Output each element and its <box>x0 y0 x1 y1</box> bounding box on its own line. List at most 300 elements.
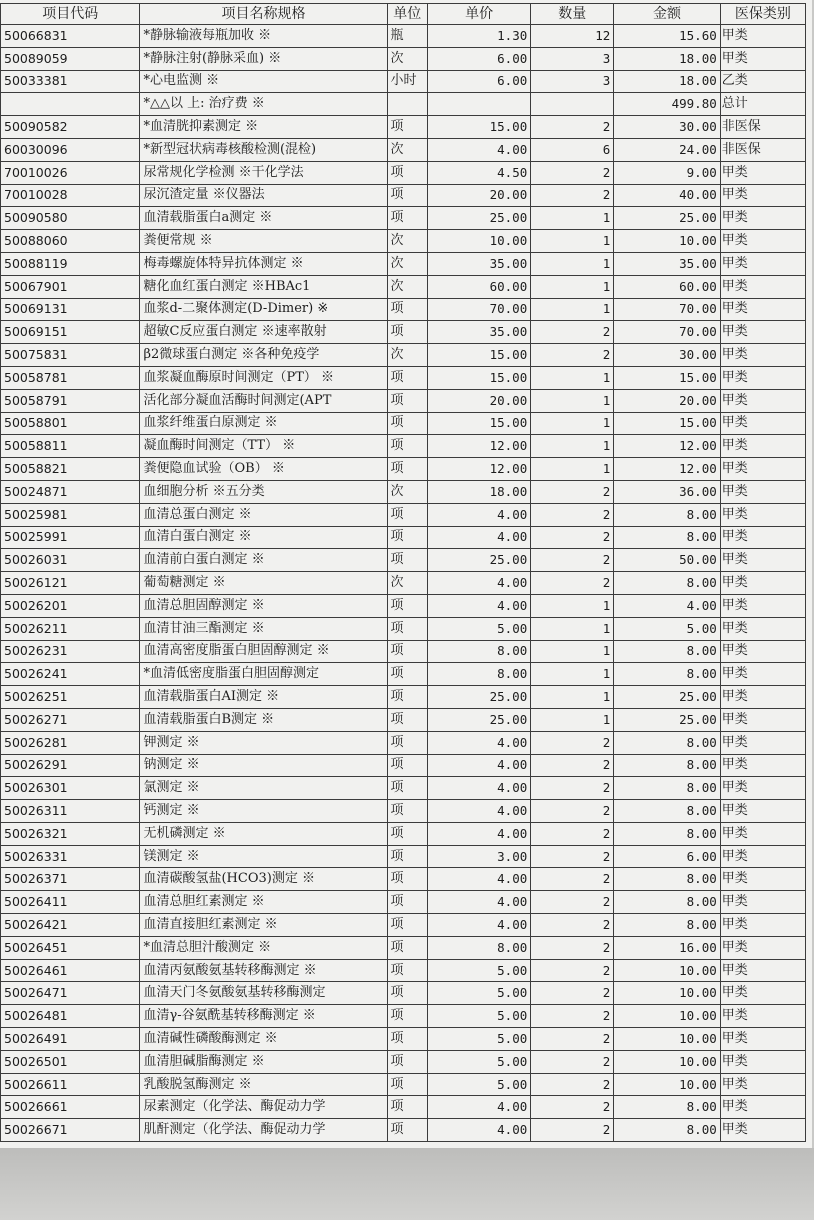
item-name: 钠测定 ※ <box>140 754 387 777</box>
item-price: 5.00 <box>427 1005 530 1028</box>
item-price: 5.00 <box>427 1073 530 1096</box>
header-row <box>1 4 806 25</box>
item-category: 甲类 <box>720 298 805 321</box>
item-name: 血清高密度脂蛋白胆固醇测定 ※ <box>140 640 387 663</box>
item-code: 50026311 <box>1 800 140 823</box>
item-category: 总计 <box>720 93 805 116</box>
item-code: 50026231 <box>1 640 140 663</box>
item-code: 50069151 <box>1 321 140 344</box>
item-category: 甲类 <box>720 617 805 640</box>
item-unit: 项 <box>387 663 427 686</box>
item-quantity: 2 <box>531 1050 614 1073</box>
item-code: 50025991 <box>1 526 140 549</box>
item-category: 甲类 <box>720 47 805 70</box>
item-name: 尿常规化学检测 ※干化学法 <box>140 161 387 184</box>
item-quantity: 1 <box>531 686 614 709</box>
table-row <box>1 207 806 230</box>
item-unit: 项 <box>387 116 427 139</box>
item-price: 10.00 <box>427 230 530 253</box>
item-code: 50058811 <box>1 435 140 458</box>
item-category: 甲类 <box>720 184 805 207</box>
item-price: 20.00 <box>427 389 530 412</box>
item-name: 超敏C反应蛋白测定 ※速率散射 <box>140 321 387 344</box>
item-category: 甲类 <box>720 389 805 412</box>
item-unit: 项 <box>387 549 427 572</box>
header-name: 项目名称规格 <box>140 4 387 25</box>
item-price: 5.00 <box>427 1050 530 1073</box>
item-quantity: 2 <box>531 1028 614 1051</box>
item-amount: 8.00 <box>614 1119 720 1142</box>
item-quantity: 2 <box>531 1119 614 1142</box>
item-price: 15.00 <box>427 344 530 367</box>
item-quantity: 1 <box>531 617 614 640</box>
item-quantity: 2 <box>531 526 614 549</box>
item-category: 甲类 <box>720 480 805 503</box>
item-code: 50026331 <box>1 845 140 868</box>
item-name: 血清总胆红素测定 ※ <box>140 891 387 914</box>
item-amount: 40.00 <box>614 184 720 207</box>
item-amount: 499.80 <box>614 93 720 116</box>
item-quantity: 2 <box>531 344 614 367</box>
item-price: 6.00 <box>427 47 530 70</box>
item-unit: 项 <box>387 435 427 458</box>
item-code: 50026271 <box>1 708 140 731</box>
item-category: 甲类 <box>720 936 805 959</box>
item-unit: 项 <box>387 640 427 663</box>
item-price: 12.00 <box>427 435 530 458</box>
item-code: 50088119 <box>1 252 140 275</box>
item-code: 50066831 <box>1 25 140 48</box>
table-row <box>1 252 806 275</box>
item-unit: 项 <box>387 868 427 891</box>
item-price: 4.00 <box>427 1119 530 1142</box>
item-amount: 18.00 <box>614 70 720 93</box>
item-name: 血清胆碱脂酶测定 ※ <box>140 1050 387 1073</box>
item-amount: 12.00 <box>614 458 720 481</box>
item-name: 血浆d-二聚体测定(D-Dimer) ※ <box>140 298 387 321</box>
item-unit: 项 <box>387 321 427 344</box>
item-price: 4.00 <box>427 754 530 777</box>
table-row <box>1 161 806 184</box>
item-name: 氯测定 ※ <box>140 777 387 800</box>
item-code: 50026421 <box>1 914 140 937</box>
item-code: 50026121 <box>1 572 140 595</box>
item-price: 20.00 <box>427 184 530 207</box>
table-row <box>1 891 806 914</box>
item-unit: 小时 <box>387 70 427 93</box>
item-price: 15.00 <box>427 366 530 389</box>
item-quantity: 1 <box>531 366 614 389</box>
item-name: 钾测定 ※ <box>140 731 387 754</box>
item-quantity: 1 <box>531 458 614 481</box>
item-code: 50026241 <box>1 663 140 686</box>
item-category: 非医保 <box>720 116 805 139</box>
item-amount: 25.00 <box>614 708 720 731</box>
item-price: 5.00 <box>427 1028 530 1051</box>
item-name: 无机磷测定 ※ <box>140 822 387 845</box>
item-code: 50088060 <box>1 230 140 253</box>
table-row <box>1 594 806 617</box>
item-amount: 8.00 <box>614 891 720 914</box>
item-name: *心电监测 ※ <box>140 70 387 93</box>
item-price: 4.00 <box>427 777 530 800</box>
item-quantity: 2 <box>531 914 614 937</box>
item-quantity: 2 <box>531 549 614 572</box>
item-unit: 项 <box>387 731 427 754</box>
item-code <box>1 93 140 116</box>
item-category: 甲类 <box>720 594 805 617</box>
header-category: 医保类别 <box>720 4 805 25</box>
item-category: 甲类 <box>720 25 805 48</box>
item-amount: 10.00 <box>614 982 720 1005</box>
item-quantity: 1 <box>531 230 614 253</box>
table-row <box>1 230 806 253</box>
item-amount: 70.00 <box>614 298 720 321</box>
item-price: 4.00 <box>427 731 530 754</box>
item-code: 60030096 <box>1 138 140 161</box>
item-quantity: 2 <box>531 321 614 344</box>
item-price: 4.00 <box>427 868 530 891</box>
item-price <box>427 93 530 116</box>
table-row <box>1 366 806 389</box>
item-code: 50026451 <box>1 936 140 959</box>
item-name: 血浆纤维蛋白原测定 ※ <box>140 412 387 435</box>
item-name: 血清总胆固醇测定 ※ <box>140 594 387 617</box>
item-category: 甲类 <box>720 1028 805 1051</box>
item-quantity: 2 <box>531 891 614 914</box>
item-amount: 8.00 <box>614 731 720 754</box>
item-category: 甲类 <box>720 412 805 435</box>
item-category: 甲类 <box>720 959 805 982</box>
item-code: 50026411 <box>1 891 140 914</box>
table-row <box>1 800 806 823</box>
item-price: 4.00 <box>427 800 530 823</box>
item-quantity: 1 <box>531 412 614 435</box>
item-quantity: 1 <box>531 275 614 298</box>
item-category: 甲类 <box>720 207 805 230</box>
table-row <box>1 936 806 959</box>
table-row <box>1 458 806 481</box>
table-row <box>1 708 806 731</box>
table-row <box>1 663 806 686</box>
item-category: 甲类 <box>720 458 805 481</box>
item-unit: 次 <box>387 47 427 70</box>
item-category: 甲类 <box>720 1050 805 1073</box>
item-unit: 项 <box>387 389 427 412</box>
item-name: 血清天门冬氨酸氨基转移酶测定 <box>140 982 387 1005</box>
item-amount: 24.00 <box>614 138 720 161</box>
item-quantity: 6 <box>531 138 614 161</box>
item-category: 甲类 <box>720 731 805 754</box>
item-amount: 8.00 <box>614 868 720 891</box>
item-price: 35.00 <box>427 252 530 275</box>
item-amount: 4.00 <box>614 594 720 617</box>
item-unit: 项 <box>387 708 427 731</box>
item-code: 50025981 <box>1 503 140 526</box>
item-code: 50026251 <box>1 686 140 709</box>
item-amount: 12.00 <box>614 435 720 458</box>
item-amount: 30.00 <box>614 344 720 367</box>
item-unit: 项 <box>387 936 427 959</box>
header-quantity: 数量 <box>531 4 614 25</box>
item-amount: 8.00 <box>614 800 720 823</box>
item-code: 50024871 <box>1 480 140 503</box>
item-unit: 项 <box>387 1028 427 1051</box>
item-code: 50026371 <box>1 868 140 891</box>
item-amount: 30.00 <box>614 116 720 139</box>
item-unit: 项 <box>387 161 427 184</box>
table-row <box>1 845 806 868</box>
item-unit: 项 <box>387 1119 427 1142</box>
table-row <box>1 116 806 139</box>
item-price: 25.00 <box>427 207 530 230</box>
item-quantity: 1 <box>531 298 614 321</box>
item-price: 4.00 <box>427 503 530 526</box>
item-amount: 6.00 <box>614 845 720 868</box>
item-code: 50058791 <box>1 389 140 412</box>
item-name: *血清低密度脂蛋白胆固醇测定 <box>140 663 387 686</box>
item-name: 血清直接胆红素测定 ※ <box>140 914 387 937</box>
item-price: 4.00 <box>427 572 530 595</box>
item-amount: 15.60 <box>614 25 720 48</box>
item-name: 粪便常规 ※ <box>140 230 387 253</box>
item-unit: 项 <box>387 366 427 389</box>
item-code: 50033381 <box>1 70 140 93</box>
item-unit: 项 <box>387 686 427 709</box>
item-code: 50026211 <box>1 617 140 640</box>
item-unit: 瓶 <box>387 25 427 48</box>
item-amount: 25.00 <box>614 686 720 709</box>
item-unit: 项 <box>387 617 427 640</box>
table-row <box>1 572 806 595</box>
item-quantity: 2 <box>531 800 614 823</box>
item-unit: 项 <box>387 594 427 617</box>
item-category: 甲类 <box>720 686 805 709</box>
item-code: 50026491 <box>1 1028 140 1051</box>
item-name: 尿沉渣定量 ※仪器法 <box>140 184 387 207</box>
item-name: 糖化血红蛋白测定 ※HBAc1 <box>140 275 387 298</box>
item-category: 甲类 <box>720 344 805 367</box>
item-unit: 次 <box>387 138 427 161</box>
fee-table <box>0 3 806 1142</box>
table-row <box>1 503 806 526</box>
item-quantity: 2 <box>531 868 614 891</box>
item-price: 6.00 <box>427 70 530 93</box>
item-quantity: 2 <box>531 959 614 982</box>
item-price: 25.00 <box>427 708 530 731</box>
item-amount: 50.00 <box>614 549 720 572</box>
item-price: 4.00 <box>427 914 530 937</box>
item-price: 70.00 <box>427 298 530 321</box>
table-row <box>1 526 806 549</box>
table-row <box>1 47 806 70</box>
item-quantity: 2 <box>531 1005 614 1028</box>
header-amount: 金额 <box>614 4 720 25</box>
item-amount: 8.00 <box>614 572 720 595</box>
item-amount: 10.00 <box>614 1005 720 1028</box>
item-amount: 10.00 <box>614 230 720 253</box>
table-row <box>1 868 806 891</box>
item-amount: 9.00 <box>614 161 720 184</box>
table-body <box>1 25 806 1142</box>
item-code: 50026671 <box>1 1119 140 1142</box>
table-row <box>1 822 806 845</box>
item-amount: 8.00 <box>614 640 720 663</box>
item-unit <box>387 93 427 116</box>
item-category: 乙类 <box>720 70 805 93</box>
item-quantity: 2 <box>531 845 614 868</box>
item-name: 镁测定 ※ <box>140 845 387 868</box>
item-code: 50089059 <box>1 47 140 70</box>
item-name: β2微球蛋白测定 ※各种免疫学 <box>140 344 387 367</box>
item-price: 4.00 <box>427 822 530 845</box>
table-row <box>1 93 806 116</box>
item-code: 50026461 <box>1 959 140 982</box>
table-row <box>1 549 806 572</box>
item-quantity: 1 <box>531 663 614 686</box>
item-code: 50026661 <box>1 1096 140 1119</box>
item-name: 钙测定 ※ <box>140 800 387 823</box>
item-price: 1.30 <box>427 25 530 48</box>
item-amount: 8.00 <box>614 663 720 686</box>
item-code: 50026481 <box>1 1005 140 1028</box>
item-unit: 项 <box>387 754 427 777</box>
item-amount: 8.00 <box>614 822 720 845</box>
item-category: 甲类 <box>720 640 805 663</box>
table-row <box>1 640 806 663</box>
item-price: 5.00 <box>427 959 530 982</box>
item-quantity: 2 <box>531 1096 614 1119</box>
item-amount: 70.00 <box>614 321 720 344</box>
item-name: 梅毒螺旋体特异抗体测定 ※ <box>140 252 387 275</box>
item-category: 甲类 <box>720 549 805 572</box>
item-unit: 次 <box>387 480 427 503</box>
item-amount: 8.00 <box>614 914 720 937</box>
item-price: 60.00 <box>427 275 530 298</box>
table-row <box>1 298 806 321</box>
table-header <box>1 4 806 25</box>
item-amount: 8.00 <box>614 503 720 526</box>
table-row <box>1 754 806 777</box>
item-category: 甲类 <box>720 845 805 868</box>
item-code: 50026321 <box>1 822 140 845</box>
item-name: 血清白蛋白测定 ※ <box>140 526 387 549</box>
item-unit: 次 <box>387 344 427 367</box>
item-code: 50090580 <box>1 207 140 230</box>
item-name: 血清碳酸氢盐(HCO3)测定 ※ <box>140 868 387 891</box>
item-code: 50026291 <box>1 754 140 777</box>
item-amount: 8.00 <box>614 1096 720 1119</box>
item-unit: 项 <box>387 207 427 230</box>
item-amount: 15.00 <box>614 412 720 435</box>
item-price: 12.00 <box>427 458 530 481</box>
item-quantity: 2 <box>531 754 614 777</box>
table-row <box>1 617 806 640</box>
item-code: 50075831 <box>1 344 140 367</box>
item-code: 70010028 <box>1 184 140 207</box>
table-row <box>1 1096 806 1119</box>
item-code: 70010026 <box>1 161 140 184</box>
item-category: 甲类 <box>720 275 805 298</box>
item-name: 血清总蛋白测定 ※ <box>140 503 387 526</box>
item-quantity: 3 <box>531 70 614 93</box>
item-code: 50058821 <box>1 458 140 481</box>
item-amount: 15.00 <box>614 366 720 389</box>
item-unit: 项 <box>387 1096 427 1119</box>
header-price: 单价 <box>427 4 530 25</box>
item-category: 甲类 <box>720 252 805 275</box>
item-unit: 项 <box>387 982 427 1005</box>
table-row <box>1 70 806 93</box>
item-price: 4.00 <box>427 138 530 161</box>
item-category: 甲类 <box>720 777 805 800</box>
table-row <box>1 321 806 344</box>
item-category: 非医保 <box>720 138 805 161</box>
item-price: 18.00 <box>427 480 530 503</box>
table-row <box>1 777 806 800</box>
item-category: 甲类 <box>720 435 805 458</box>
item-price: 4.00 <box>427 891 530 914</box>
item-category: 甲类 <box>720 914 805 937</box>
item-category: 甲类 <box>720 663 805 686</box>
item-quantity: 2 <box>531 777 614 800</box>
item-name: 乳酸脱氢酶测定 ※ <box>140 1073 387 1096</box>
item-name: 活化部分凝血活酶时间测定(APT <box>140 389 387 412</box>
item-name: 粪便隐血试验（OB） ※ <box>140 458 387 481</box>
item-unit: 项 <box>387 458 427 481</box>
item-name: 血清丙氨酸氨基转移酶测定 ※ <box>140 959 387 982</box>
item-quantity: 2 <box>531 480 614 503</box>
item-unit: 项 <box>387 184 427 207</box>
item-name: 血细胞分析 ※五分类 <box>140 480 387 503</box>
item-price: 4.50 <box>427 161 530 184</box>
table-row <box>1 435 806 458</box>
item-price: 25.00 <box>427 549 530 572</box>
item-code: 50026201 <box>1 594 140 617</box>
table-row <box>1 1028 806 1051</box>
item-quantity: 1 <box>531 252 614 275</box>
item-unit: 次 <box>387 572 427 595</box>
item-category: 甲类 <box>720 161 805 184</box>
item-amount: 20.00 <box>614 389 720 412</box>
item-price: 35.00 <box>427 321 530 344</box>
item-code: 50058801 <box>1 412 140 435</box>
item-unit: 项 <box>387 298 427 321</box>
item-quantity: 2 <box>531 936 614 959</box>
item-quantity: 1 <box>531 708 614 731</box>
item-code: 50026301 <box>1 777 140 800</box>
item-category: 甲类 <box>720 321 805 344</box>
item-category: 甲类 <box>720 1073 805 1096</box>
item-quantity: 2 <box>531 731 614 754</box>
item-code: 50026501 <box>1 1050 140 1073</box>
item-amount: 10.00 <box>614 1050 720 1073</box>
item-quantity: 12 <box>531 25 614 48</box>
item-unit: 项 <box>387 1005 427 1028</box>
item-amount: 10.00 <box>614 959 720 982</box>
item-amount: 35.00 <box>614 252 720 275</box>
item-quantity: 2 <box>531 982 614 1005</box>
item-price: 5.00 <box>427 617 530 640</box>
item-category: 甲类 <box>720 822 805 845</box>
item-quantity: 2 <box>531 161 614 184</box>
item-unit: 次 <box>387 230 427 253</box>
item-amount: 10.00 <box>614 1028 720 1051</box>
header-code: 项目代码 <box>1 4 140 25</box>
item-quantity: 1 <box>531 594 614 617</box>
item-amount: 60.00 <box>614 275 720 298</box>
item-price: 4.00 <box>427 594 530 617</box>
